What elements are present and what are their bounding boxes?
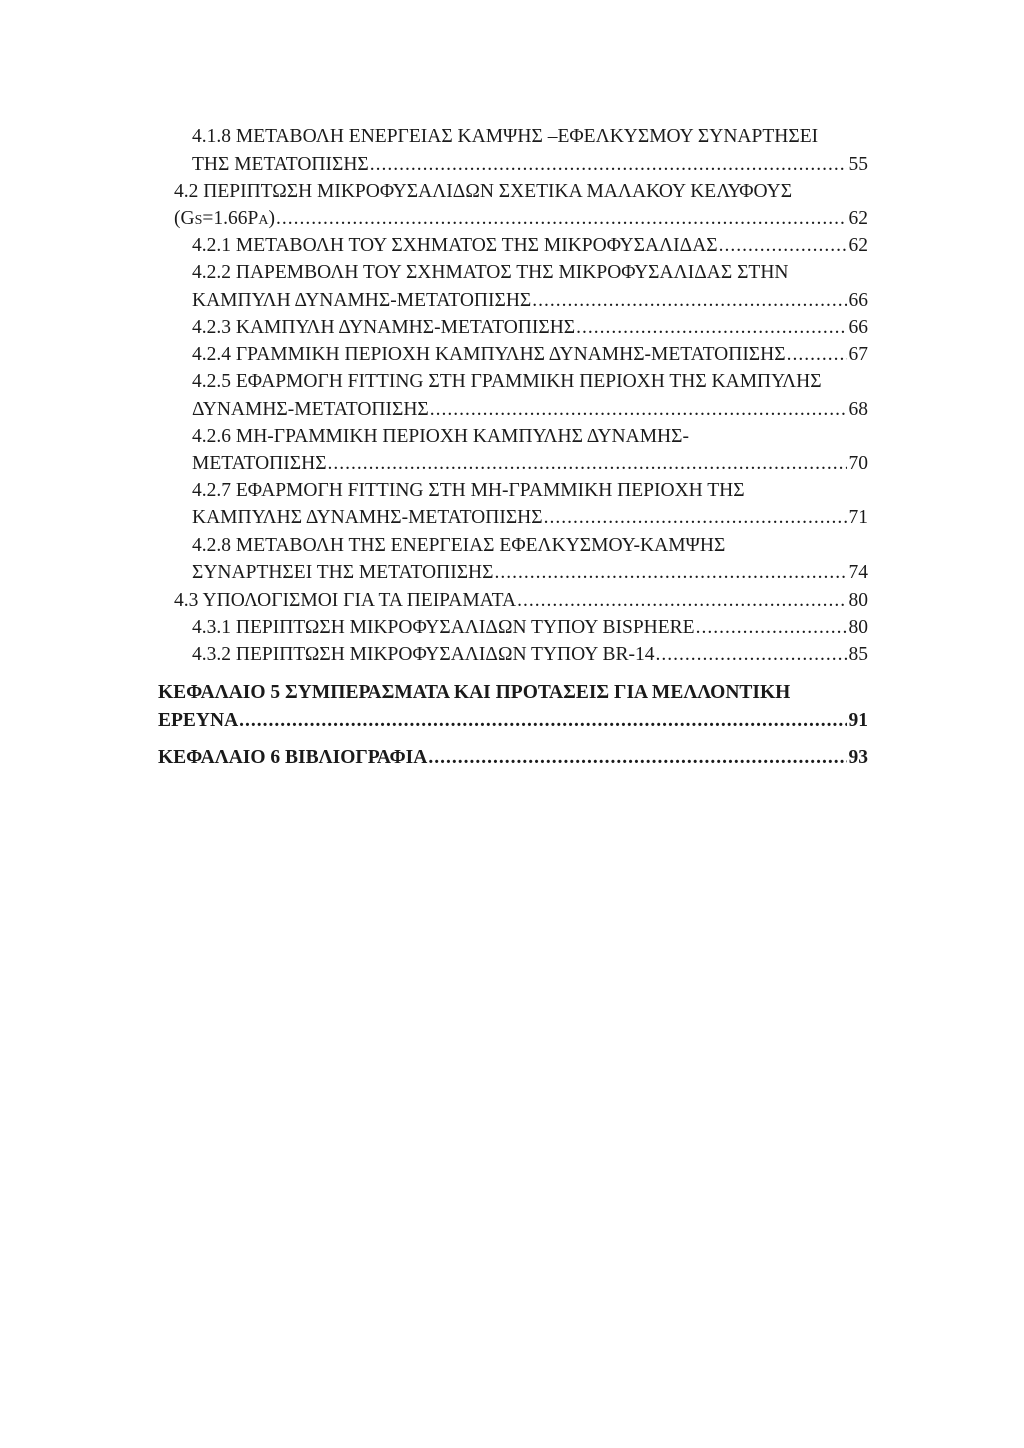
toc-page-number: 66: [848, 290, 868, 311]
toc-entry-title: 4.1.8 ΜΕΤΑΒΟΛΗ ΕΝΕΡΓΕΙΑΣ ΚΑΜΨΗΣ –ΕΦΕΛΚΥΣΜΟΥ ΣΥΝΑΡΤΗΣΕΙ: [192, 126, 819, 147]
toc-entry-title: 4.2.3 ΚΑΜΠΥΛΗ ΔΥΝΑΜΗΣ-ΜΕΤΑΤΟΠΙΣΗΣ: [192, 317, 576, 338]
toc-entry-title: 4.2.2 ΠΑΡΕΜΒΟΛΗ ΤΟΥ ΣΧΗΜΑΤΟΣ ΤΗΣ ΜΙΚΡΟΦΥΣΑΛΙΔΑΣ ΣΤΗΝ: [192, 262, 789, 283]
toc-entry-title: 4.2.8 ΜΕΤΑΒΟΛΗ ΤΗΣ ΕΝΕΡΓΕΙΑΣ ΕΦΕΛΚΥΣΜΟΥ-ΚΑΜΨΗΣ: [192, 535, 726, 556]
dot-leader: [719, 233, 847, 259]
dot-leader: [576, 315, 846, 341]
toc-entry-title: 4.2.6 ΜΗ-ΓΡΑΜΜΙΚΗ ΠΕΡΙΟΧΗ ΚΑΜΠΥΛΗΣ ΔΥΝΑΜΗΣ-: [192, 426, 689, 447]
toc-page-number: 80: [848, 617, 868, 638]
dot-leader: [239, 708, 846, 734]
dot-leader: [656, 642, 847, 668]
dot-leader: [696, 615, 847, 641]
dot-leader: [544, 505, 847, 531]
toc-entry-title: 4.2.1 ΜΕΤΑΒΟΛΗ ΤΟΥ ΣΧΗΜΑΤΟΣ ΤΗΣ ΜΙΚΡΟΦΥΣΑΛΙΔΑΣ: [192, 235, 718, 256]
toc-page-number: 85: [848, 644, 868, 665]
toc-chapter-title: ΚΕΦΑΛΑΙΟ 6 ΒΙΒΛΙΟΓΡΑΦΙΑ: [158, 747, 428, 768]
toc-entry-title-cont: ΤΗΣ ΜΕΤΑΤΟΠΙΣΗΣ: [192, 154, 369, 175]
toc-entry-title: 4.3.1 ΠΕΡΙΠΤΩΣΗ ΜΙΚΡΟΦΥΣΑΛΙΔΩΝ ΤΥΠΟΥ BISPHERE: [192, 617, 695, 638]
toc-chapter-title-cont: ΕΡΕΥΝΑ: [158, 710, 239, 731]
dot-leader: [494, 560, 846, 586]
toc-entry-title-cont: ΣΥΝΑΡΤΗΣΕΙ ΤΗΣ ΜΕΤΑΤΟΠΙΣΗΣ: [192, 562, 494, 583]
toc-page-number: 66: [848, 317, 868, 338]
toc-page-number: 93: [848, 747, 868, 768]
toc-page-number: 71: [848, 507, 868, 528]
toc-entry-title-cont: ΚΑΜΠΥΛΗ ΔΥΝΑΜΗΣ-ΜΕΤΑΤΟΠΙΣΗΣ: [192, 290, 532, 311]
toc-page-number: 80: [848, 590, 868, 611]
dot-leader: [532, 288, 846, 314]
toc-page-number: 74: [848, 562, 868, 583]
toc-entry-title: 4.3.2 ΠΕΡΙΠΤΩΣΗ ΜΙΚΡΟΦΥΣΑΛΙΔΩΝ ΤΥΠΟΥ BR-14: [192, 644, 655, 665]
toc-page-number: 68: [848, 399, 868, 420]
toc-page-number: 55: [848, 154, 868, 175]
toc-entry-title-cont: ΚΑΜΠΥΛΗΣ ΔΥΝΑΜΗΣ-ΜΕΤΑΤΟΠΙΣΗΣ: [192, 507, 543, 528]
toc-entry-title: 4.2.5 ΕΦΑΡΜΟΓΗ FITTING ΣΤΗ ΓΡΑΜΜΙΚΗ ΠΕΡΙΟΧΗ ΤΗΣ ΚΑΜΠΥΛΗΣ: [192, 371, 822, 392]
toc-page-number: 67: [848, 344, 868, 365]
dot-leader: [787, 342, 847, 368]
toc-page-number: 70: [848, 453, 868, 474]
dot-leader: [430, 397, 847, 423]
toc-entry-title-cont: ΔΥΝΑΜΗΣ-ΜΕΤΑΤΟΠΙΣΗΣ: [192, 399, 429, 420]
dot-leader: [517, 588, 846, 614]
dot-leader: [328, 451, 847, 477]
toc-entry-title: 4.2.4 ΓΡΑΜΜΙΚΗ ΠΕΡΙΟΧΗ ΚΑΜΠΥΛΗΣ ΔΥΝΑΜΗΣ-ΜΕΤΑΤΟΠΙΣΗΣ: [192, 344, 786, 365]
toc-page-number: 62: [848, 235, 868, 256]
toc-chapter-title: ΚΕΦΑΛΑΙΟ 5 ΣΥΜΠΕΡΑΣΜΑΤΑ ΚΑΙ ΠΡΟΤΑΣΕΙΣ ΓΙΑ ΜΕΛΛΟΝΤΙΚΗ: [158, 682, 791, 703]
toc-page-number: 91: [848, 710, 868, 731]
dot-leader: [276, 206, 847, 232]
toc-entry-title-cont: ΜΕΤΑΤΟΠΙΣΗΣ: [192, 453, 327, 474]
toc-entry-title: 4.2 ΠΕΡΙΠΤΩΣΗ ΜΙΚΡΟΦΥΣΑΛΙΔΩΝ ΣΧΕΤΙΚΑ ΜΑΛΑΚΟΥ ΚΕΛΥΦΟΥΣ: [174, 181, 793, 202]
toc-entry-title-cont: (GS=1.66PA): [174, 208, 275, 229]
dot-leader: [370, 152, 847, 178]
toc-entry-title: 4.3 ΥΠΟΛΟΓΙΣΜΟΙ ΓΙΑ ΤΑ ΠΕΙΡΑΜΑΤΑ: [174, 590, 517, 611]
toc-page-number: 62: [848, 208, 868, 229]
dot-leader: [428, 745, 846, 771]
toc-entry-title: 4.2.7 ΕΦΑΡΜΟΓΗ FITTING ΣΤΗ ΜΗ-ΓΡΑΜΜΙΚΗ ΠΕΡΙΟΧΗ ΤΗΣ: [192, 480, 745, 501]
